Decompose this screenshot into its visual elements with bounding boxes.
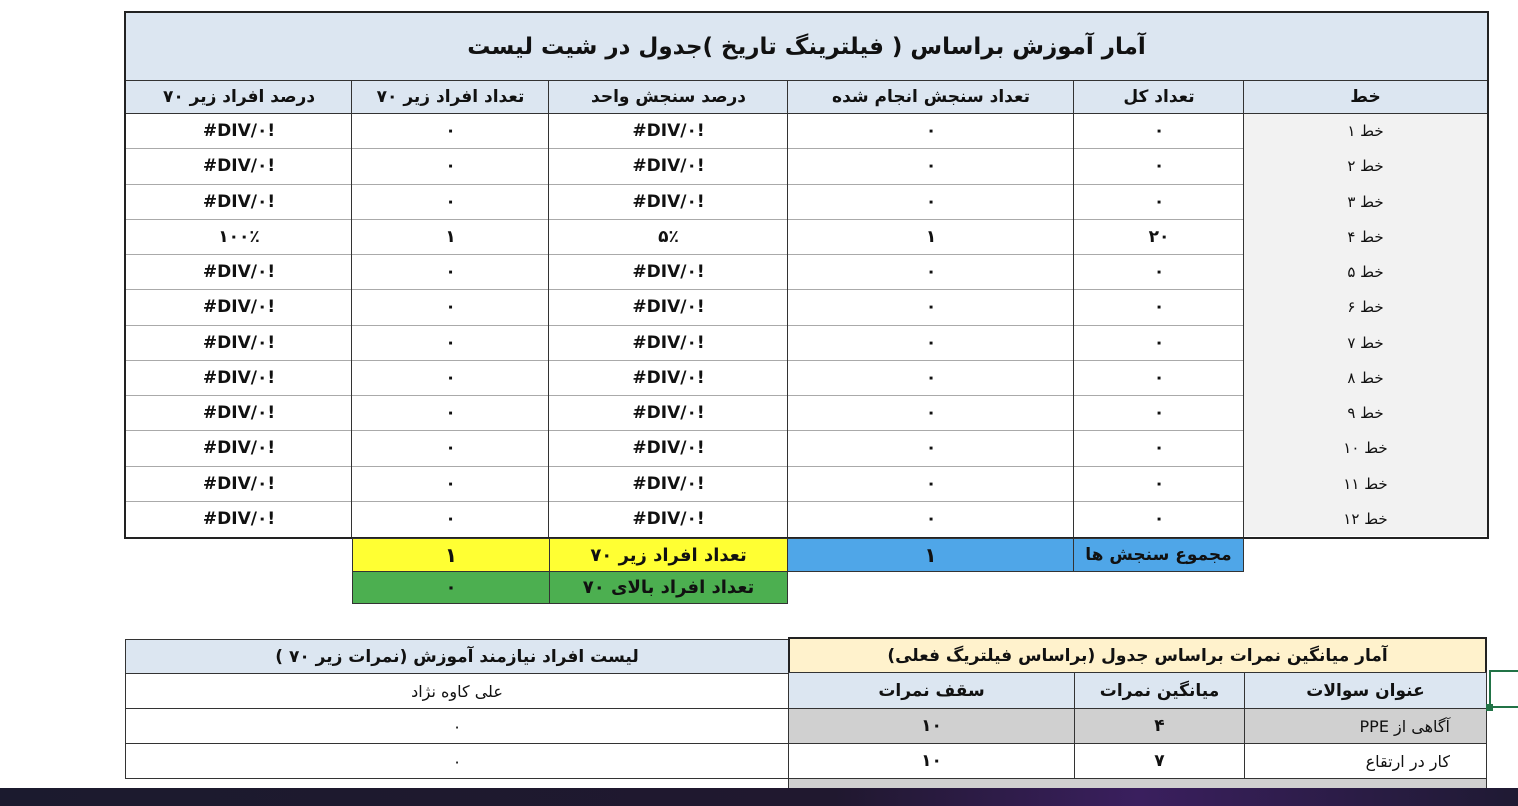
cell-total[interactable]: ۰	[1153, 191, 1165, 212]
cell-total[interactable]: ۰	[1153, 332, 1165, 353]
cell-assessed[interactable]: ۰	[925, 261, 937, 282]
cell-under70-count[interactable]: ۰	[445, 261, 456, 282]
cell-total[interactable]: ۰	[1153, 156, 1165, 176]
above70-label[interactable]: تعداد افراد بالای ۷۰	[549, 571, 788, 604]
header-line[interactable]: خط	[1244, 80, 1487, 113]
avg-header-max[interactable]: سقف نمرات	[788, 672, 1075, 709]
taskbar-strip	[0, 788, 1518, 806]
cell-line-label[interactable]: خط ۸	[1244, 360, 1487, 395]
cell-unit-percent[interactable]: ۵٪	[658, 226, 679, 247]
cell-assessed[interactable]: ۰	[925, 402, 937, 423]
cell-under70-count[interactable]: ۰	[445, 191, 456, 212]
cell-unit-percent[interactable]: #DIV/۰!	[632, 402, 705, 423]
header-under70-percent[interactable]: درصد افراد زیر ۷۰	[126, 80, 352, 113]
cell-unit-percent[interactable]: #DIV/۰!	[632, 156, 705, 176]
people-row-1[interactable]: علی کاوه نژاد	[125, 673, 789, 709]
avg-row1-average[interactable]: ۴	[1074, 708, 1245, 744]
cell-line-label[interactable]: خط ۶	[1244, 289, 1487, 325]
avg-header-average[interactable]: میانگین نمرات	[1074, 672, 1245, 709]
cell-total[interactable]: ۰	[1153, 438, 1165, 458]
cell-line-label[interactable]: خط ۱۲	[1244, 501, 1487, 536]
cell-under70-count[interactable]: ۰	[445, 473, 456, 494]
avg-header-question[interactable]: عنوان سوالات	[1244, 672, 1487, 709]
cell-under70-count[interactable]: ۰	[445, 332, 456, 353]
header-total[interactable]: تعداد کل	[1074, 80, 1244, 113]
cell-assessed[interactable]: ۰	[925, 191, 937, 212]
header-under70-count[interactable]: تعداد افراد زیر ۷۰	[352, 80, 549, 113]
cell-unit-percent[interactable]: #DIV/۰!	[632, 332, 705, 353]
cell-total[interactable]: ۰	[1153, 261, 1165, 282]
people-row-2[interactable]: ۰	[125, 708, 789, 744]
total-assessments-label[interactable]: مجموع سنجش ها	[1073, 538, 1244, 572]
cell-under70-percent[interactable]: ۱۰۰٪	[218, 226, 260, 247]
fill-handle[interactable]	[1486, 704, 1493, 711]
main-table-title: آمار آموزش براساس ( فیلترینگ تاریخ )جدول در شیت لیست	[126, 13, 1487, 80]
avg-row1-question[interactable]: آگاهی از PPE	[1244, 708, 1487, 744]
cell-total[interactable]: ۰	[1153, 508, 1165, 529]
cell-unit-percent[interactable]: #DIV/۰!	[632, 508, 705, 529]
above70-value[interactable]: ۰	[352, 571, 550, 604]
cell-assessed[interactable]: ۰	[925, 297, 937, 317]
total-assessments-value[interactable]: ۱	[787, 538, 1074, 572]
cell-assessed[interactable]: ۰	[925, 120, 937, 141]
cell-assessed[interactable]: ۰	[925, 332, 937, 353]
cell-under70-count[interactable]: ۰	[445, 297, 456, 317]
cell-selection-border[interactable]	[1489, 670, 1518, 708]
cell-assessed[interactable]: ۱	[925, 226, 937, 247]
cell-under70-percent[interactable]: #DIV/۰!	[202, 332, 276, 353]
header-unit-percent[interactable]: درصد سنجش واحد	[549, 80, 788, 113]
cell-total[interactable]: ۰	[1153, 473, 1165, 494]
cell-unit-percent[interactable]: #DIV/۰!	[632, 261, 705, 282]
cell-assessed[interactable]: ۰	[925, 367, 937, 388]
cell-line-label[interactable]: خط ۳	[1244, 184, 1487, 219]
cell-under70-count[interactable]: ۰	[445, 508, 456, 529]
header-assessed[interactable]: تعداد سنجش انجام شده	[788, 80, 1074, 113]
cell-total[interactable]: ۰	[1153, 297, 1165, 317]
cell-assessed[interactable]: ۰	[925, 438, 937, 458]
cell-under70-count[interactable]: ۰	[445, 438, 456, 458]
cell-under70-count[interactable]: ۰	[445, 156, 456, 176]
cell-line-label[interactable]: خط ۱۰	[1244, 430, 1487, 466]
under70-label[interactable]: تعداد افراد زیر ۷۰	[549, 538, 788, 572]
cell-under70-percent[interactable]: #DIV/۰!	[202, 402, 276, 423]
cell-under70-percent[interactable]: #DIV/۰!	[202, 261, 276, 282]
cell-unit-percent[interactable]: #DIV/۰!	[632, 120, 705, 141]
cell-under70-percent[interactable]: #DIV/۰!	[202, 156, 276, 176]
avg-row1-max[interactable]: ۱۰	[788, 708, 1075, 744]
cell-line-label[interactable]: خط ۵	[1244, 254, 1487, 289]
cell-under70-percent[interactable]: #DIV/۰!	[202, 191, 276, 212]
cell-under70-count[interactable]: ۰	[445, 120, 456, 141]
cell-line-label[interactable]: خط ۴	[1244, 219, 1487, 254]
cell-assessed[interactable]: ۰	[925, 156, 937, 176]
cell-line-label[interactable]: خط ۹	[1244, 395, 1487, 430]
cell-line-label[interactable]: خط ۱	[1244, 113, 1487, 148]
cell-under70-count[interactable]: ۰	[445, 367, 456, 388]
cell-under70-percent[interactable]: #DIV/۰!	[202, 367, 276, 388]
cell-under70-count[interactable]: ۱	[445, 226, 456, 247]
cell-total[interactable]: ۰	[1153, 367, 1165, 388]
people-table-title[interactable]: لیست افراد نیازمند آموزش (نمرات زیر ۷۰ )	[125, 639, 789, 674]
cell-under70-percent[interactable]: #DIV/۰!	[202, 438, 276, 458]
avg-row2-max[interactable]: ۱۰	[788, 743, 1075, 779]
under70-value[interactable]: ۱	[352, 538, 550, 572]
cell-line-label[interactable]: خط ۷	[1244, 325, 1487, 360]
cell-assessed[interactable]: ۰	[925, 473, 937, 494]
cell-line-label[interactable]: خط ۲	[1244, 148, 1487, 184]
cell-total[interactable]: ۰	[1153, 402, 1165, 423]
cell-unit-percent[interactable]: #DIV/۰!	[632, 367, 705, 388]
cell-under70-percent[interactable]: #DIV/۰!	[202, 297, 276, 317]
cell-line-label[interactable]: خط ۱۱	[1244, 466, 1487, 501]
cell-under70-count[interactable]: ۰	[445, 402, 456, 423]
cell-total[interactable]: ۲۰	[1148, 226, 1170, 247]
cell-unit-percent[interactable]: #DIV/۰!	[632, 473, 705, 494]
cell-under70-percent[interactable]: #DIV/۰!	[202, 473, 276, 494]
people-row-3[interactable]: ۰	[125, 743, 789, 779]
cell-under70-percent[interactable]: #DIV/۰!	[202, 120, 276, 141]
cell-unit-percent[interactable]: #DIV/۰!	[632, 191, 705, 212]
cell-assessed[interactable]: ۰	[925, 508, 937, 529]
cell-under70-percent[interactable]: #DIV/۰!	[202, 508, 276, 529]
cell-unit-percent[interactable]: #DIV/۰!	[632, 438, 705, 458]
cell-total[interactable]: ۰	[1153, 120, 1165, 141]
avg-table-title[interactable]: آمار میانگین نمرات براساس جدول (براساس فیلتریگ فعلی)	[788, 637, 1487, 673]
cell-unit-percent[interactable]: #DIV/۰!	[632, 297, 705, 317]
avg-row2-question[interactable]: کار در ارتقاع	[1244, 743, 1487, 779]
avg-row2-average[interactable]: ۷	[1074, 743, 1245, 779]
